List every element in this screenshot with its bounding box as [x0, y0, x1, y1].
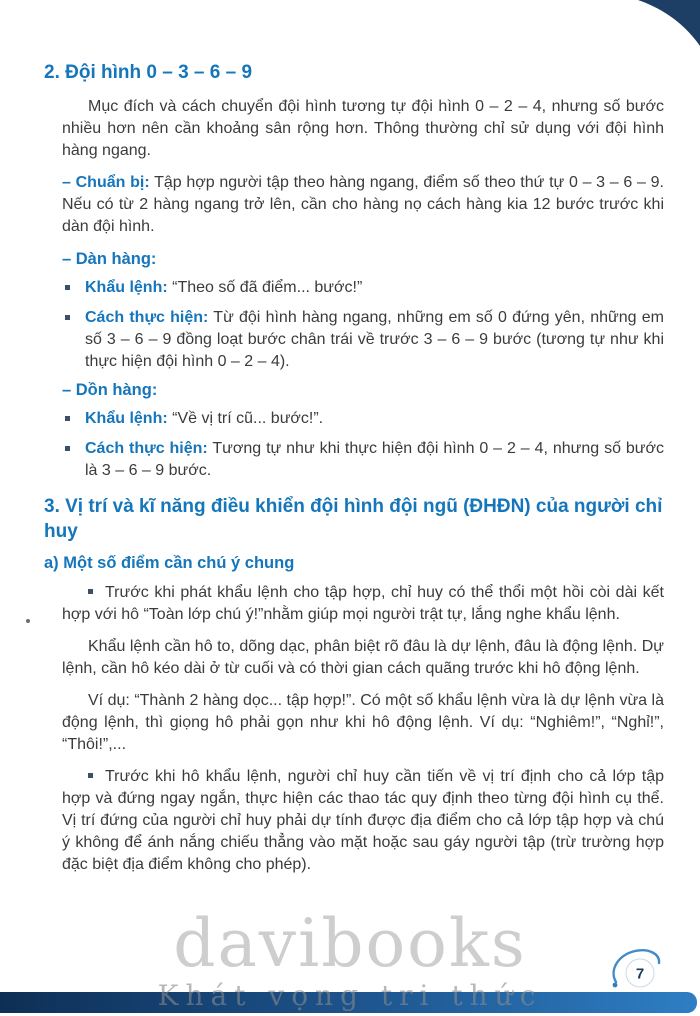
- list-item-body: Từ đội hình hàng ngang, những em số 0 đứng yên, những em số 3 – 6 – 9 đồng loạt bước chân trái về trước 3 – 6 – 9 bước (tương tự như khi thực hiện đội hình 0 – 2 – 4).: [85, 309, 664, 370]
- list-item-text: [85, 408, 664, 430]
- list-item: [62, 438, 664, 482]
- bullet-square-icon: [65, 285, 70, 290]
- prepare-text: Tập hợp người tập theo hàng ngang, điểm số theo thứ tự 0 – 3 – 6 – 9. Nếu có từ 2 hàng ngang trở lên, cần cho hàng nọ cách hàng kia 12 bước trước khi dàn đội hình.: [62, 174, 664, 235]
- list-item-body: “Về vị trí cũ... bước!”.: [167, 410, 324, 427]
- prepare-paragraph: [62, 172, 664, 238]
- bullet-square-icon: [65, 315, 70, 320]
- watermark-tagline: Khát vọng tri thức: [157, 979, 543, 1012]
- paragraph: Khẩu lệnh cần hô to, dõng dạc, phân biệt rõ đâu là dự lệnh, đâu là động lệnh. Dự lệnh, cần hô kéo dài ở từ cuối và có thời gian cách quãng trước khi hô động lệnh.: [62, 638, 664, 677]
- list-item-label: Khẩu lệnh:: [85, 410, 168, 427]
- prepare-label: – Chuẩn bị:: [62, 174, 150, 191]
- paragraph-text: Trước khi hô khẩu lệnh, người chỉ huy cần tiến về vị trí định cho cả lớp tập hợp và đứng ngay ngắn, thực hiện các thao tác quy định theo từng đội hình cụ thể. Vị trí đứng của người chỉ huy phải dự tính được địa điểm cho cả lớp tập hợp và chú ý không để ánh nắng chiếu thẳng vào mặt hoặc sau gáy người tập (trừ trường hợp đặc biệt địa điểm không cho phép).: [62, 768, 664, 873]
- list-item: [62, 277, 664, 299]
- footer-bar: [0, 992, 697, 1013]
- list-item-body: Tương tự như khi thực hiện đội hình 0 – 2 – 4, nhưng số bước là 3 – 6 – 9 bước.: [85, 440, 665, 479]
- bullet-square-icon: [65, 446, 70, 451]
- section-2-heading: 2. Đội hình 0 – 3 – 6 – 9: [44, 62, 253, 83]
- deploy-heading: – Dàn hàng:: [62, 250, 157, 268]
- bullet-square-icon: [88, 773, 93, 778]
- bullet-square-icon: [65, 416, 70, 421]
- paragraph: Ví dụ: “Thành 2 hàng dọc... tập hợp!”. Có một số khẩu lệnh vừa là dự lệnh vừa là động lệnh, thì giọng hô phải gọn như khi hô động lệnh. Ví dụ: “Nghiêm!”, “Nghỉ!”, “Thôi!”,...: [62, 692, 664, 753]
- watermark-title: davibooks: [173, 905, 527, 982]
- list-item-text: [85, 307, 664, 373]
- swoosh-dot: [613, 983, 618, 988]
- bulleted-paragraph: [62, 582, 664, 626]
- list-item: [62, 307, 664, 373]
- list-item-text: [85, 438, 664, 482]
- page-number-badge: [608, 946, 662, 992]
- paragraph-text: Trước khi phát khẩu lệnh cho tập hợp, chỉ huy có thể thổi một hồi còi dài kết hợp với hô “Toàn lớp chú ý!”nhằm giúp mọi người trật tự, lắng nghe khẩu lệnh.: [62, 584, 664, 623]
- bullet-square-icon: [88, 589, 93, 594]
- list-item-label: Cách thực hiện:: [85, 440, 208, 457]
- section-3a-subheading: a) Một số điểm cần chú ý chung: [44, 554, 295, 572]
- list-item-body: “Theo số đã điểm... bước!”: [167, 279, 363, 296]
- page-number: 7: [635, 965, 645, 983]
- section-2-intro-paragraph: Mục đích và cách chuyển đội hình tương tự đội hình 0 – 2 – 4, nhưng số bước nhiều hơn nên cần khoảng sân rộng hơn. Thông thường chỉ sử dụng với đội hình hàng ngang.: [62, 98, 664, 159]
- list-item: [62, 408, 664, 430]
- regroup-heading: – Dồn hàng:: [62, 381, 158, 399]
- list-item-text: [85, 277, 664, 299]
- section-3-heading: 3. Vị trí và kĩ năng điều khiển đội hình đội ngũ (ĐHĐN) của người chỉ huy: [44, 496, 663, 542]
- list-item-label: Khẩu lệnh:: [85, 279, 168, 296]
- list-item-label: Cách thực hiện:: [85, 309, 209, 326]
- bulleted-paragraph: [62, 766, 664, 876]
